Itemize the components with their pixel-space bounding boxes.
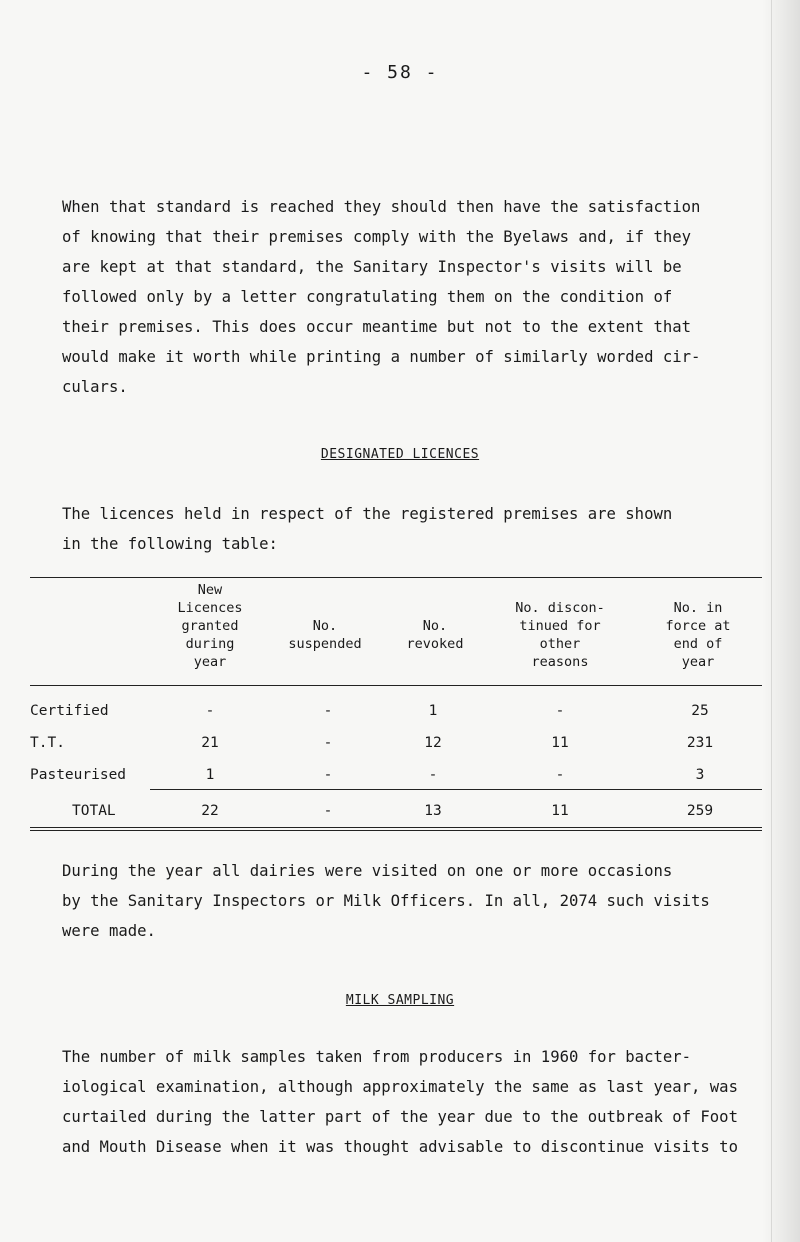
- text-line: are kept at that standard, the Sanitary Inspector's visits will be: [62, 258, 682, 276]
- row-label: Certified: [30, 703, 109, 719]
- header-discontinued: No. discon- tinued for other reasons: [515, 600, 605, 670]
- text-line: were made.: [62, 922, 156, 940]
- text-line: would make it worth while printing a number of similarly worded cir-: [62, 348, 701, 366]
- text-line: During the year all dairies were visited on one or more occasions: [62, 862, 673, 880]
- text-line: The licences held in respect of the registered premises are shown: [62, 505, 673, 523]
- page-number: - 58 -: [361, 62, 439, 83]
- text-line: of knowing that their premises comply with the Byelaws and, if they: [62, 228, 692, 246]
- table-header-rule: [30, 685, 762, 686]
- row-label: Pasteurised: [30, 767, 127, 783]
- heading-designated-licences: DESIGNATED LICENCES: [320, 447, 480, 462]
- text-line: and Mouth Disease when it was thought advisable to discontinue visits to: [62, 1138, 738, 1156]
- text-line: in the following table:: [62, 535, 278, 553]
- paragraph-milk-sampling: [62, 1042, 762, 1162]
- text-line: by the Sanitary Inspectors or Milk Officers. In all, 2074 such visits: [62, 892, 710, 910]
- text-line: culars.: [62, 378, 128, 396]
- header-suspended: No. suspended: [288, 618, 362, 652]
- table-total-rule: [150, 789, 762, 790]
- header-revoked: No. revoked: [406, 618, 464, 652]
- table-bottom-rule-1: [30, 827, 762, 828]
- page-edge-line: [771, 0, 772, 1242]
- paragraph-dairies: [62, 856, 762, 946]
- text-line: iological examination, although approximately the same as last year, was: [62, 1078, 738, 1096]
- text-line: When that standard is reached they should then have the satisfaction: [62, 198, 701, 216]
- row-label: T.T.: [30, 735, 65, 751]
- paragraph-licences: [62, 499, 762, 559]
- row-label: TOTAL: [72, 803, 116, 819]
- page-edge-shadow: [762, 0, 800, 1242]
- heading-milk-sampling: MILK SAMPLING: [345, 993, 455, 1008]
- header-in-force: No. in force at end of year: [665, 600, 731, 670]
- header-new-licences: New Licences granted during year: [177, 582, 243, 670]
- text-line: The number of milk samples taken from producers in 1960 for bacter-: [62, 1048, 692, 1066]
- text-line: their premises. This does occur meantime but not to the extent that: [62, 318, 692, 336]
- table-bottom-rule-2: [30, 830, 762, 831]
- table-top-rule: [30, 577, 762, 578]
- paragraph-intro: [62, 192, 762, 402]
- text-line: curtailed during the latter part of the year due to the outbreak of Foot: [62, 1108, 738, 1126]
- text-line: followed only by a letter congratulating them on the condition of: [62, 288, 673, 306]
